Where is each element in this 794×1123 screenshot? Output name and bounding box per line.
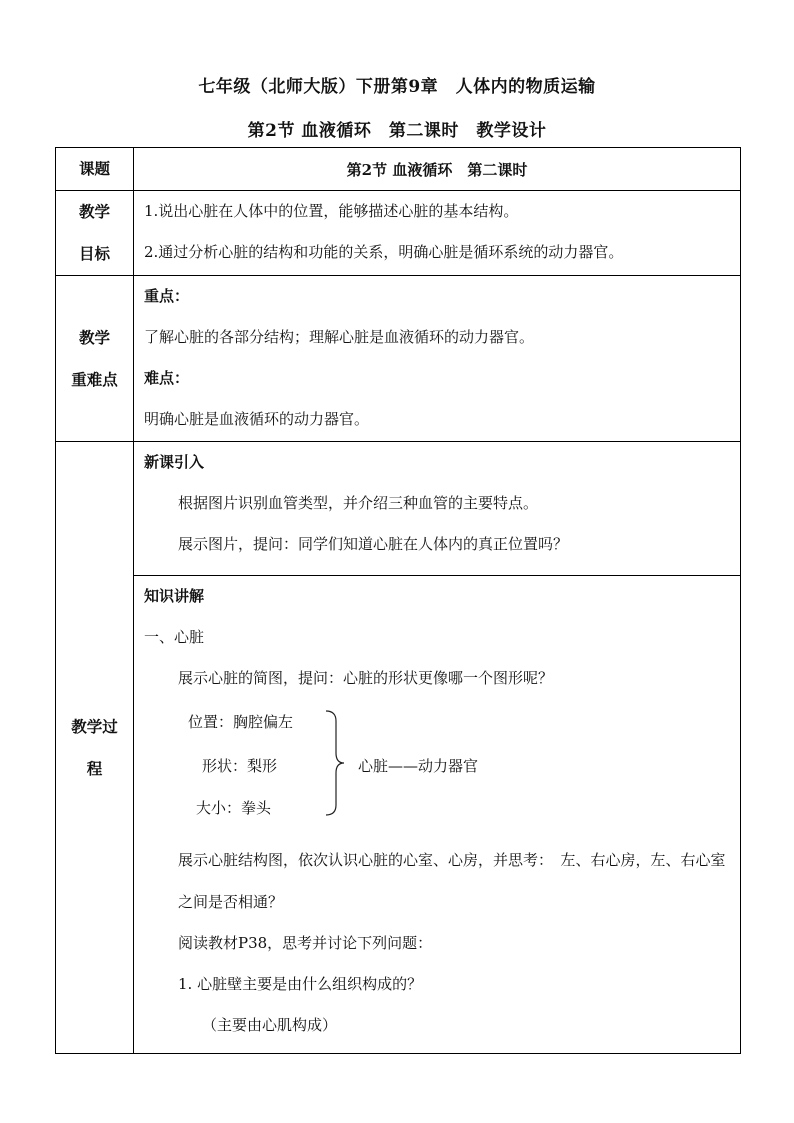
knowledge-paragraph-3: 阅读教材P38，思考并讨论下列问题： [178, 934, 433, 952]
intro-heading: 新课引入 [144, 453, 205, 471]
label-process: 教学过 程 [56, 442, 134, 1054]
lesson-plan-table [55, 147, 741, 1054]
document-subtitle: 第2节 血液循环 第二课时 教学设计 [247, 121, 547, 141]
diagram-size: 大小：拳头 [196, 799, 272, 817]
knowledge-heading: 知识讲解 [144, 587, 205, 605]
row-goals [56, 191, 741, 276]
intro-paragraph-1: 根据图片识别血管类型，并介绍三种血管的主要特点。 [178, 494, 539, 512]
diagram-result: 心脏——动力器官 [358, 757, 479, 775]
diagram-shape: 形状：梨形 [202, 757, 278, 775]
key-heading: 重点： [144, 287, 190, 305]
keypoints-content [134, 276, 741, 442]
row-knowledge [56, 576, 741, 1054]
row-topic [56, 148, 741, 191]
row-keypoints [56, 276, 741, 442]
question-1: 1. 心脏壁主要是由什么组织构成的？ [178, 975, 423, 993]
topic-value: 第2节 血液循环 第二课时 [134, 148, 741, 191]
label-keypoints: 教学 重难点 [56, 276, 134, 442]
document-title: 七年级（北师大版）下册第9章 人体内的物质运输 [198, 77, 596, 97]
goals-content [134, 191, 741, 276]
intro-content [134, 442, 741, 576]
section-heart: 一、心脏 [144, 628, 205, 646]
label-topic: 课题 [56, 148, 134, 191]
knowledge-content [134, 576, 741, 1054]
label-goals: 教学 目标 [56, 191, 134, 276]
goal-item-1: 1.说出心脏在人体中的位置，能够描述心脏的基本结构。 [144, 202, 519, 220]
curly-brace-icon [322, 709, 348, 817]
goal-item-2: 2.通过分析心脏的结构和功能的关系，明确心脏是循环系统的动力器官。 [144, 243, 624, 261]
heart-summary-diagram [144, 703, 734, 833]
knowledge-paragraph-2: 展示心脏结构图，依次认识心脏的心室、心房，并思考： 左、右心房，左、右心室之间是否相通？ [178, 851, 726, 911]
key-text: 了解心脏的各部分结构；理解心脏是血液循环的动力器官。 [144, 328, 535, 346]
difficulty-text: 明确心脏是血液循环的动力器官。 [144, 410, 370, 428]
row-intro [56, 442, 741, 576]
diagram-position: 位置：胸腔偏左 [188, 713, 294, 731]
intro-paragraph-2: 展示图片，提问：同学们知道心脏在人体内的真正位置吗？ [178, 535, 569, 553]
answer-1: （主要由心肌构成） [202, 1016, 338, 1034]
difficulty-heading: 难点： [144, 369, 190, 387]
knowledge-paragraph-1: 展示心脏的简图，提问：心脏的形状更像哪一个图形呢？ [178, 669, 554, 687]
